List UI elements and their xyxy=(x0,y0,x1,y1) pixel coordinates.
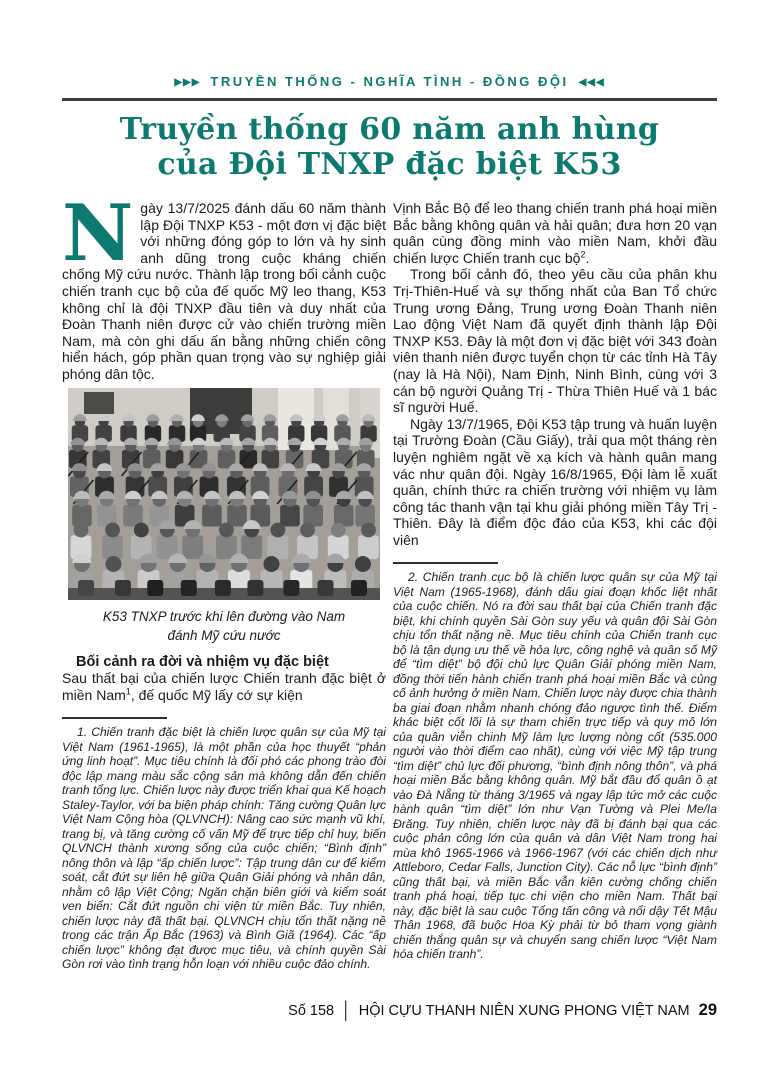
group-photo xyxy=(68,388,380,600)
paragraph-left-2-cont: , đế quốc Mỹ lấy cớ sự kiện xyxy=(130,686,303,703)
column-left xyxy=(62,188,387,972)
footnote-ref-1: 1 xyxy=(125,686,131,697)
photo-caption-line1: K53 TNXP trước khi lên đường vào Nam xyxy=(102,608,346,624)
footer-divider: │ xyxy=(341,1001,352,1020)
photo-caption xyxy=(62,607,386,645)
article-title-line2: của Đội TNXP đặc biệt K53 xyxy=(157,147,622,182)
arrows-left-icon: ◀◀◀ xyxy=(578,77,605,88)
footnote-ref-2: 2 xyxy=(580,249,586,260)
kicker-title: TRUYỀN THỐNG - NGHĨA TÌNH - ĐỒNG ĐỘI xyxy=(210,74,569,89)
footnote-separator-left xyxy=(62,717,167,719)
section-subheading: Bối cảnh ra đời và nhiệm vụ đặc biệt xyxy=(76,653,329,670)
paragraph-right-1-text: Vịnh Bắc Bộ để leo thang chiến tranh phá hoại miền Bắc bằng không quân và hải quân; đưa hơn 20 vạn quân cùng đồng minh vào miền Nam, khởi đầu chiến lược Chiến tranh cục bộ xyxy=(393,200,717,266)
dropcap-letter: N xyxy=(62,188,134,279)
paragraph-left-2 xyxy=(62,670,386,703)
footnote-separator-right xyxy=(393,562,498,564)
footnote-1: 1. Chiến tranh đặc biệt là chiến lược quân sự của Mỹ tại Việt Nam (1961-1965), là một phần của học thuyết “phản ứng linh hoạt”. Mục tiêu chính là đối phó các phong trào đòi độc lập mang màu sắc cộng sản mà không dẫn đến chiến tranh tổng lực. Chiến lược này được triển khai qua Kế hoạch Staley-Taylor, với ba biện pháp chính: Tăng cường Quân lực Việt Nam Cộng hòa (QLVNCH): Nâng cao sức mạnh vũ khí, trang bị, và tăng cường cố vấn Mỹ để trực tiếp chỉ huy, biến QLVNCH thành xương sống của cuộc chiến; “Bình định” nông thôn và lập “ấp chiến lược”: Tập trung dân cư để kiểm soát, cắt đứt sự liên hệ giữa Quân Giải phóng và nhân dân, nhằm cô lập Việt Cộng; Ngăn chặn biên giới và kiểm soát ven biển: Cắt đứt nguồn chi viện từ miền Bắc. Tuy nhiên, chiến lược này đã thất bại. QLVNCH chịu tổn thất nặng nề trong các trận Ấp Bắc (1963) và Bình Giã (1964). Các “ấp chiến lược” không đạt được mục tiêu, và chính quyền Sài Gòn rơi vào tình trạng hỗn loạn với nhiều cuộc đảo chính. xyxy=(62,725,387,972)
section-kicker xyxy=(62,74,717,89)
lead-paragraph-text: gày 13/7/2025 đánh dấu 60 năm thành lập Đội TNXP K53 - một đơn vị đặc biệt với những đóng góp to lớn và hy sinh anh dũng trong cuộc kháng chiến chống Mỹ cứu nước. Thành lập trong bối cảnh cuộc chiến tranh cục bộ của đế quốc Mỹ leo thang, K53 không chỉ là đội TNXP đầu tiên và duy nhất của Đoàn Thanh niên được cử vào chiến trường miền Nam, mà còn ghi dấu ấn bằng những chiến công hiển hách, góp phần quan trọng vào sự nghiệp giải phóng dân tộc. xyxy=(62,200,386,382)
column-right xyxy=(393,200,717,962)
header-rule xyxy=(62,98,717,101)
footer-issue: Số 158 xyxy=(288,1003,335,1019)
page-footer xyxy=(62,1000,717,1020)
paragraph-right-2: Trong bối cảnh đó, theo yêu cầu của phân khu Trị-Thiên-Huế và sự thống nhất của Ban Tổ chức Trung ương Đảng, Trung ương Đoàn Thanh niên Lao động Việt Nam đã quyết định thành lập Đội TNXP K53. Đây là một đơn vị đặc biệt với 343 đoàn viên thanh niên được tuyển chọn từ các tỉnh Hà Tây (nay là Hà Nội), Nam Định, Ninh Bình, cùng với 3 cán bộ người Quảng Trị - Thừa Thiên Huế và 1 bác sĩ người Huế. xyxy=(393,266,717,416)
lead-paragraph xyxy=(62,188,386,383)
paragraph-left-2-text: Sau thất bại của chiến lược Chiến tranh đặc biệt ở miền Nam xyxy=(62,670,386,703)
article-title-line1: Truyền thống 60 năm anh hùng xyxy=(119,112,660,147)
arrows-right-icon: ▶▶▶ xyxy=(174,77,201,88)
footnote-2: 2. Chiến tranh cục bộ là chiến lược quân sự của Mỹ tại Việt Nam (1965-1968), đánh dấu giai đoạn khốc liệt nhất của cuộc chiến. Nó ra đời sau thất bại của Chiến tranh đặc biệt, khi chính quyền Sài Gòn suy yếu và quân đội Sài Gòn chịu tổn thất nặng nề. Mục tiêu chính của Chiến tranh cục bộ là tận dụng ưu thế về hỏa lực, công nghệ và quân số Mỹ để “tìm diệt” bộ đội chủ lực Quân Giải phóng miền Nam, đồng thời tiến hành chiến tranh phá hoại miền Bắc và củng cố ảnh hưởng ở miền Nam. Chiến lược này được chia thành ba giai đoạn nhằm nhanh chóng đảo ngược tình thế. Điểm khác biệt cốt lõi là sự tham chiến trực tiếp và quy mô lớn của quân viễn chinh Mỹ làm lực lượng nòng cốt (535.000 người vào thời điểm cao nhất), cùng với việc Mỹ tập trung “tìm diệt” chủ lực đối phương, “bình định nông thôn”, và phá hoại miền Bắc bằng không quân. Mỹ bắt đầu đổ quân ồ ạt vào Đà Nẵng từ tháng 3/1965 và ngay lập tức mở các cuộc hành quân “tìm diệt” lớn như Vạn Tường và Plei Me/Ia Đrăng. Tuy nhiên, chiến lược này đã bị đánh bại qua các cuộc phản công lớn của quân và dân Việt Nam trong hai mùa khô 1965-1966 và 1966-1967 (với các chiến dịch như Attleboro, Cedar Falls, Junction City). Các nỗ lực “bình định” cũng thất bại, và miền Bắc vẫn kiên cường chống chiến tranh phá hoại, tiếp tục chi viện cho miền Nam. Thất bại này, đặc biệt là sau cuộc Tổng tấn công và nổi dậy Tết Mậu Thân 1968, đã buộc Hoa Kỳ phải từ bỏ tham vọng giành chiến thắng quân sự và chuyển sang chiến lược “Việt Nam hóa chiến tranh”. xyxy=(393,570,717,962)
footer-org: HỘI CỰU THANH NIÊN XUNG PHONG VIỆT NAM xyxy=(358,1003,690,1019)
paragraph-right-1 xyxy=(393,200,717,266)
paragraph-right-1-end: . xyxy=(585,249,590,266)
paragraph-right-3: Ngày 13/7/1965, Đội K53 tập trung và huấn luyện tại Trường Đoàn (Cầu Giấy), trải qua một tháng rèn luyện nghiêm ngặt về xạ kích và hành quân mang vác như quân đội. Ngày 16/8/1965, Đội làm lễ xuất quân, chính thức ra chiến trường với nhiệm vụ làm công tác thanh vận tại khu giải phóng miền Tây Trị - Thiên. Đây là điểm độc đáo của K53, khi các đội viên xyxy=(393,415,717,548)
article-title xyxy=(40,112,739,182)
footer-page-number: 29 xyxy=(698,1001,717,1019)
photo-caption-line2: đánh Mỹ cứu nước xyxy=(167,627,281,643)
